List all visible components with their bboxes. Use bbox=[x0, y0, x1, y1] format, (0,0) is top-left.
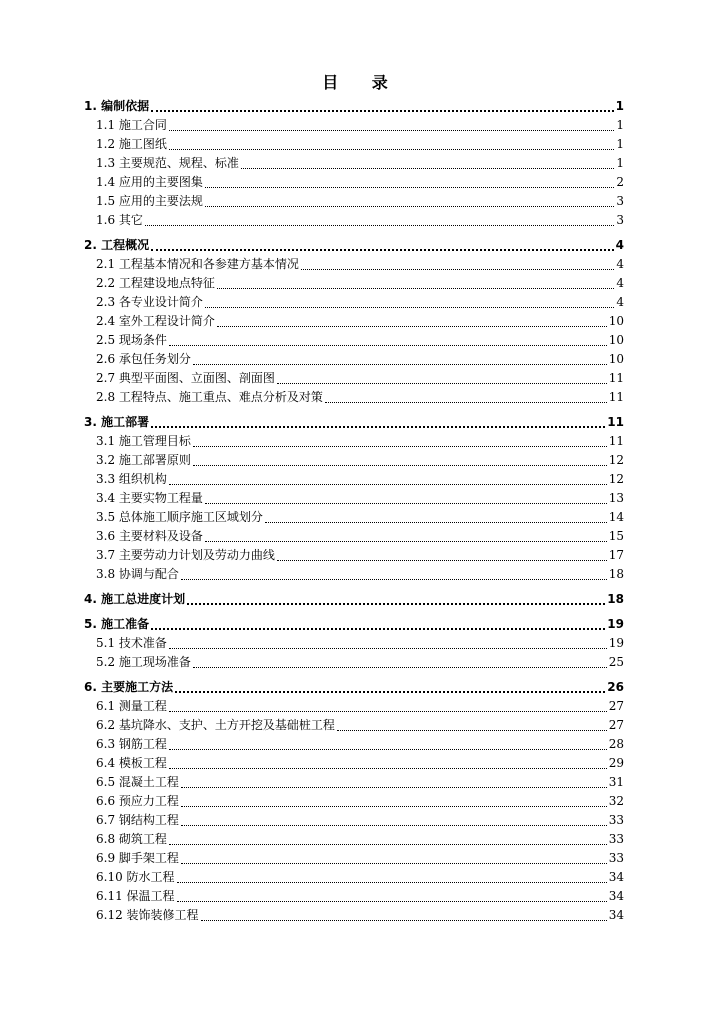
dot-leader bbox=[241, 168, 614, 169]
toc-subsection-entry[interactable] bbox=[84, 255, 624, 274]
toc-page-number: 4 bbox=[615, 238, 624, 252]
toc-subsection-entry[interactable] bbox=[84, 634, 624, 653]
toc-page-number: 4 bbox=[616, 295, 624, 309]
toc-section-entry[interactable] bbox=[84, 677, 624, 697]
dot-leader bbox=[169, 648, 607, 649]
toc-page-number: 13 bbox=[608, 491, 624, 505]
toc-subsection-entry[interactable] bbox=[84, 331, 624, 350]
dot-leader bbox=[169, 130, 614, 131]
toc-subsection-entry[interactable] bbox=[84, 716, 624, 735]
dot-leader bbox=[277, 560, 607, 561]
toc-page-number: 4 bbox=[616, 257, 624, 271]
toc-page-number: 33 bbox=[608, 832, 624, 846]
toc-page-number: 34 bbox=[608, 908, 624, 922]
toc-subsection-entry[interactable] bbox=[84, 653, 624, 672]
toc-page-number: 2 bbox=[616, 175, 624, 189]
dot-leader bbox=[169, 749, 607, 750]
toc-subsection-entry[interactable] bbox=[84, 116, 624, 135]
toc-subsection-entry[interactable] bbox=[84, 546, 624, 565]
toc-entry-label: 6.7 钢结构工程 bbox=[96, 813, 179, 827]
toc-entry-label: 6.8 砌筑工程 bbox=[96, 832, 167, 846]
toc-page-number: 3 bbox=[616, 194, 624, 208]
toc-subsection-entry[interactable] bbox=[84, 773, 624, 792]
toc-subsection-entry[interactable] bbox=[84, 312, 624, 331]
dot-leader bbox=[181, 806, 607, 807]
toc-entry-label: 5. 施工准备 bbox=[84, 617, 150, 631]
toc-subsection-entry[interactable] bbox=[84, 906, 624, 925]
toc-subsection-entry[interactable] bbox=[84, 849, 624, 868]
toc-entry-label: 6.3 钢筋工程 bbox=[96, 737, 167, 751]
toc-section-entry[interactable] bbox=[84, 412, 624, 432]
toc-entry-label: 1.4 应用的主要图集 bbox=[96, 175, 203, 189]
toc-entry-label: 6.9 脚手架工程 bbox=[96, 851, 179, 865]
toc-page-number: 10 bbox=[608, 352, 624, 366]
dot-leader bbox=[175, 691, 605, 693]
dot-leader bbox=[205, 503, 607, 504]
toc-subsection-entry[interactable] bbox=[84, 792, 624, 811]
toc-entry-label: 1. 编制依据 bbox=[84, 99, 150, 113]
toc-page-number: 11 bbox=[608, 434, 624, 448]
toc-section-entry[interactable] bbox=[84, 235, 624, 255]
dot-leader bbox=[181, 787, 607, 788]
toc-page-number: 27 bbox=[608, 699, 624, 713]
dot-leader bbox=[193, 446, 607, 447]
toc-subsection-entry[interactable] bbox=[84, 527, 624, 546]
toc-page-number: 1 bbox=[616, 118, 624, 132]
toc-entry-label: 3.5 总体施工顺序施工区域划分 bbox=[96, 510, 263, 524]
toc-entry-label: 3.7 主要劳动力计划及劳动力曲线 bbox=[96, 548, 275, 562]
toc-page-number: 11 bbox=[608, 390, 624, 404]
toc-entry-label: 2.1 工程基本情况和各参建方基本情况 bbox=[96, 257, 299, 271]
toc-entry-label: 6. 主要施工方法 bbox=[84, 680, 174, 694]
toc-subsection-entry[interactable] bbox=[84, 508, 624, 527]
toc-page-number: 19 bbox=[608, 636, 624, 650]
toc-page-number: 11 bbox=[607, 415, 624, 429]
toc-subsection-entry[interactable] bbox=[84, 451, 624, 470]
toc-page-number: 18 bbox=[608, 567, 624, 581]
toc-page-number: 27 bbox=[608, 718, 624, 732]
toc-subsection-entry[interactable] bbox=[84, 470, 624, 489]
toc-entry-label: 1.2 施工图纸 bbox=[96, 137, 167, 151]
toc-entry-label: 2.7 典型平面图、立面图、剖面图 bbox=[96, 371, 275, 385]
toc-page-number: 31 bbox=[608, 775, 624, 789]
dot-leader bbox=[181, 825, 607, 826]
toc-entry-label: 3.2 施工部署原则 bbox=[96, 453, 191, 467]
dot-leader bbox=[337, 730, 607, 731]
toc-entry-label: 2. 工程概况 bbox=[84, 238, 150, 252]
toc-subsection-entry[interactable] bbox=[84, 135, 624, 154]
dot-leader bbox=[201, 920, 607, 921]
toc-subsection-entry[interactable] bbox=[84, 868, 624, 887]
toc-entry-label: 6.10 防水工程 bbox=[96, 870, 175, 884]
dot-leader bbox=[277, 383, 607, 384]
toc-entry-label: 1.5 应用的主要法规 bbox=[96, 194, 203, 208]
toc-entry-label: 3.3 组织机构 bbox=[96, 472, 167, 486]
dot-leader bbox=[177, 882, 607, 883]
toc-page-number: 34 bbox=[608, 870, 624, 884]
toc-subsection-entry[interactable] bbox=[84, 369, 624, 388]
toc-entry-label: 1.6 其它 bbox=[96, 213, 143, 227]
toc-entry-label: 1.3 主要规范、规程、标准 bbox=[96, 156, 239, 170]
toc-page-number: 19 bbox=[607, 617, 624, 631]
toc-entry-label: 3.4 主要实物工程量 bbox=[96, 491, 203, 505]
toc-subsection-entry[interactable] bbox=[84, 211, 624, 230]
toc-entry-label: 2.3 各专业设计简介 bbox=[96, 295, 203, 309]
toc-entry-label: 3.1 施工管理目标 bbox=[96, 434, 191, 448]
toc-entry-label: 2.8 工程特点、施工重点、难点分析及对策 bbox=[96, 390, 323, 404]
toc-page-number: 11 bbox=[608, 371, 624, 385]
toc-entry-label: 6.5 混凝土工程 bbox=[96, 775, 179, 789]
toc-page-number: 10 bbox=[608, 333, 624, 347]
toc-page-number: 3 bbox=[616, 213, 624, 227]
dot-leader bbox=[187, 603, 605, 605]
dot-leader bbox=[181, 579, 607, 580]
toc-entry-label: 2.6 承包任务划分 bbox=[96, 352, 191, 366]
dot-leader bbox=[177, 901, 607, 902]
dot-leader bbox=[169, 711, 607, 712]
toc-subsection-entry[interactable] bbox=[84, 432, 624, 451]
toc-page-number: 14 bbox=[608, 510, 624, 524]
toc-page-number: 1 bbox=[615, 99, 624, 113]
toc-page-number: 1 bbox=[616, 156, 624, 170]
toc-page-number: 15 bbox=[608, 529, 624, 543]
dot-leader bbox=[169, 484, 607, 485]
toc-entry-label: 6.12 装饰装修工程 bbox=[96, 908, 199, 922]
toc-page-number: 26 bbox=[607, 680, 624, 694]
dot-leader bbox=[151, 628, 605, 630]
toc-entry-label: 6.1 测量工程 bbox=[96, 699, 167, 713]
dot-leader bbox=[205, 206, 614, 207]
toc-entry-label: 3.8 协调与配合 bbox=[96, 567, 179, 581]
toc-subsection-entry[interactable] bbox=[84, 173, 624, 192]
dot-leader bbox=[265, 522, 607, 523]
dot-leader bbox=[151, 249, 614, 251]
toc-subsection-entry[interactable] bbox=[84, 154, 624, 173]
dot-leader bbox=[205, 541, 607, 542]
toc-page-number: 34 bbox=[608, 889, 624, 903]
toc-entry-label: 2.4 室外工程设计简介 bbox=[96, 314, 215, 328]
dot-leader bbox=[151, 110, 614, 112]
dot-leader bbox=[217, 326, 607, 327]
toc-page-number: 33 bbox=[608, 851, 624, 865]
toc-entry-label: 5.2 施工现场准备 bbox=[96, 655, 191, 669]
dot-leader bbox=[325, 402, 607, 403]
toc-subsection-entry[interactable] bbox=[84, 811, 624, 830]
toc-page-number: 12 bbox=[608, 472, 624, 486]
page-title: 目 录 bbox=[322, 73, 402, 92]
toc-page-number: 33 bbox=[608, 813, 624, 827]
toc-subsection-entry[interactable] bbox=[84, 274, 624, 293]
toc-subsection-entry[interactable] bbox=[84, 293, 624, 312]
dot-leader bbox=[169, 149, 614, 150]
toc-subsection-entry[interactable] bbox=[84, 350, 624, 369]
dot-leader bbox=[193, 364, 607, 365]
toc-page-number: 4 bbox=[616, 276, 624, 290]
dot-leader bbox=[145, 225, 614, 226]
toc-entry-label: 2.5 现场条件 bbox=[96, 333, 167, 347]
toc-subsection-entry[interactable] bbox=[84, 192, 624, 211]
toc-entry-label: 6.11 保温工程 bbox=[96, 889, 175, 903]
toc-page-number: 28 bbox=[608, 737, 624, 751]
toc-subsection-entry[interactable] bbox=[84, 754, 624, 773]
toc-entry-label: 6.6 预应力工程 bbox=[96, 794, 179, 808]
toc-entry-label: 5.1 技术准备 bbox=[96, 636, 167, 650]
table-of-contents bbox=[84, 96, 624, 925]
dot-leader bbox=[193, 667, 607, 668]
dot-leader bbox=[205, 187, 614, 188]
toc-entry-label: 6.4 模板工程 bbox=[96, 756, 167, 770]
toc-subsection-entry[interactable] bbox=[84, 735, 624, 754]
toc-page-number: 1 bbox=[616, 137, 624, 151]
dot-leader bbox=[151, 426, 605, 428]
toc-entry-label: 4. 施工总进度计划 bbox=[84, 592, 186, 606]
toc-page-number: 12 bbox=[608, 453, 624, 467]
toc-entry-label: 3. 施工部署 bbox=[84, 415, 150, 429]
dot-leader bbox=[169, 345, 607, 346]
toc-entry-label: 6.2 基坑降水、支护、土方开挖及基础桩工程 bbox=[96, 718, 335, 732]
toc-section-entry[interactable] bbox=[84, 589, 624, 609]
toc-subsection-entry[interactable] bbox=[84, 489, 624, 508]
dot-leader bbox=[181, 863, 607, 864]
toc-page-number: 32 bbox=[608, 794, 624, 808]
toc-subsection-entry[interactable] bbox=[84, 697, 624, 716]
toc-section-entry[interactable] bbox=[84, 96, 624, 116]
toc-page-number: 29 bbox=[608, 756, 624, 770]
toc-entry-label: 3.6 主要材料及设备 bbox=[96, 529, 203, 543]
dot-leader bbox=[301, 269, 614, 270]
toc-entry-label: 2.2 工程建设地点特征 bbox=[96, 276, 215, 290]
toc-subsection-entry[interactable] bbox=[84, 388, 624, 407]
toc-page-number: 25 bbox=[608, 655, 624, 669]
toc-page-number: 18 bbox=[607, 592, 624, 606]
dot-leader bbox=[169, 844, 607, 845]
dot-leader bbox=[205, 307, 614, 308]
toc-subsection-entry[interactable] bbox=[84, 887, 624, 906]
toc-page-number: 10 bbox=[608, 314, 624, 328]
toc-section-entry[interactable] bbox=[84, 614, 624, 634]
dot-leader bbox=[169, 768, 607, 769]
toc-page-number: 17 bbox=[608, 548, 624, 562]
toc-subsection-entry[interactable] bbox=[84, 565, 624, 584]
dot-leader bbox=[193, 465, 607, 466]
toc-entry-label: 1.1 施工合同 bbox=[96, 118, 167, 132]
toc-subsection-entry[interactable] bbox=[84, 830, 624, 849]
dot-leader bbox=[217, 288, 614, 289]
